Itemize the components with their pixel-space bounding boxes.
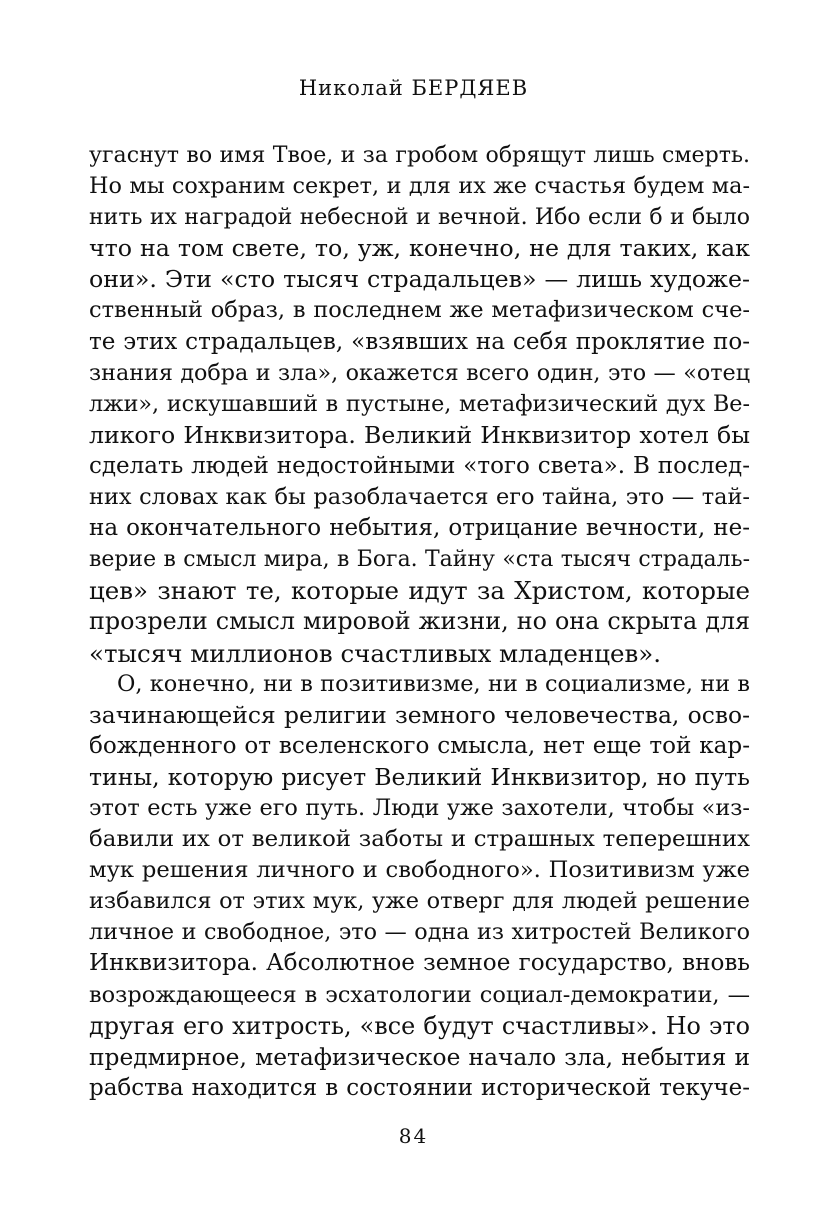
text-line: нить их наградой небесной и вечной. Ибо если б и было [89, 205, 750, 231]
text-line: бавили их от великой заботы и страшных теперешних [89, 826, 750, 853]
text-line: возрождающееся в эсхатологии социал-демократии, — [89, 981, 750, 1008]
text-line: лжи», искушавший в пустыне, метафизический дух Ве- [89, 390, 750, 417]
text-line: рабства находится в состоянии исторической текуче- [89, 1074, 750, 1101]
text-line: сделать людей недостойными «того света». В послед- [89, 452, 750, 479]
text-line: этот есть уже его путь. Люди уже захотели, чтобы «из- [89, 794, 750, 821]
page-number: 84 [398, 1124, 429, 1148]
text-line: избавился от этих мук, уже отверг для людей решение [89, 888, 750, 915]
paragraph [89, 669, 750, 1104]
text-line: те этих страдальцев, «взявших на себя проклятие по- [89, 328, 750, 355]
text-line: другая его хитрость, «все будут счастливы». Но это [89, 1011, 750, 1040]
text-line: предмирное, метафизическое начало зла, небытия и [89, 1043, 750, 1071]
text-line: «тысяч миллионов счастливых младенцев». [89, 638, 662, 668]
text-line: ликого Инквизитора. Великий Инквизитор хотел бы [89, 420, 750, 449]
text-line: мук решения личного и свободного». Позитивизм уже [89, 857, 750, 884]
text-line: ственный образ, в последнем же метафизическом сче- [89, 297, 750, 324]
text-line: Но мы сохраним секрет, и для их же счастья будем ма- [89, 173, 750, 200]
text-line: что на том свете, то, уж, конечно, не для таких, как [89, 234, 750, 263]
paragraph [89, 140, 750, 669]
text-line: на окончательного небытия, отрицание вечности, не- [89, 515, 750, 542]
text-line: цев» знают те, которые идут за Христом, которые [89, 576, 750, 606]
text-line: зачинающейся религии земного человечества, осво- [89, 700, 750, 729]
text-line: верие в смысл мира, в Бога. Тайну «ста тысяч страдаль- [89, 547, 750, 573]
text-line: прозрели смысл мировой жизни, но она скрыта для [89, 607, 750, 636]
text-line: О, конечно, ни в позитивизме, ни в социализме, ни в [117, 670, 750, 697]
body-text [89, 140, 750, 1104]
text-line: тины, которую рисует Великий Инквизитор, но путь [89, 762, 750, 791]
text-line: угаснут во имя Твое, и за гробом обрящут лишь смерть. [89, 143, 750, 168]
text-line: знания добра и зла», окажется всего один, это — «отец [89, 359, 750, 386]
text-line: божденного от вселенского смысла, нет еще той кар- [89, 732, 750, 759]
text-line: Инквизитора. Абсолютное земное государство, вновь [89, 950, 750, 977]
text-line: они». Эти «сто тысяч страдальцев» — лишь художе- [89, 265, 750, 294]
text-line: них словах как бы разоблачается его тайна, это — тай- [89, 484, 750, 511]
running-head: Николай БЕРДЯЕВ [298, 76, 529, 100]
text-line: личное и свободное, это — одна из хитростей Великого [89, 919, 750, 946]
